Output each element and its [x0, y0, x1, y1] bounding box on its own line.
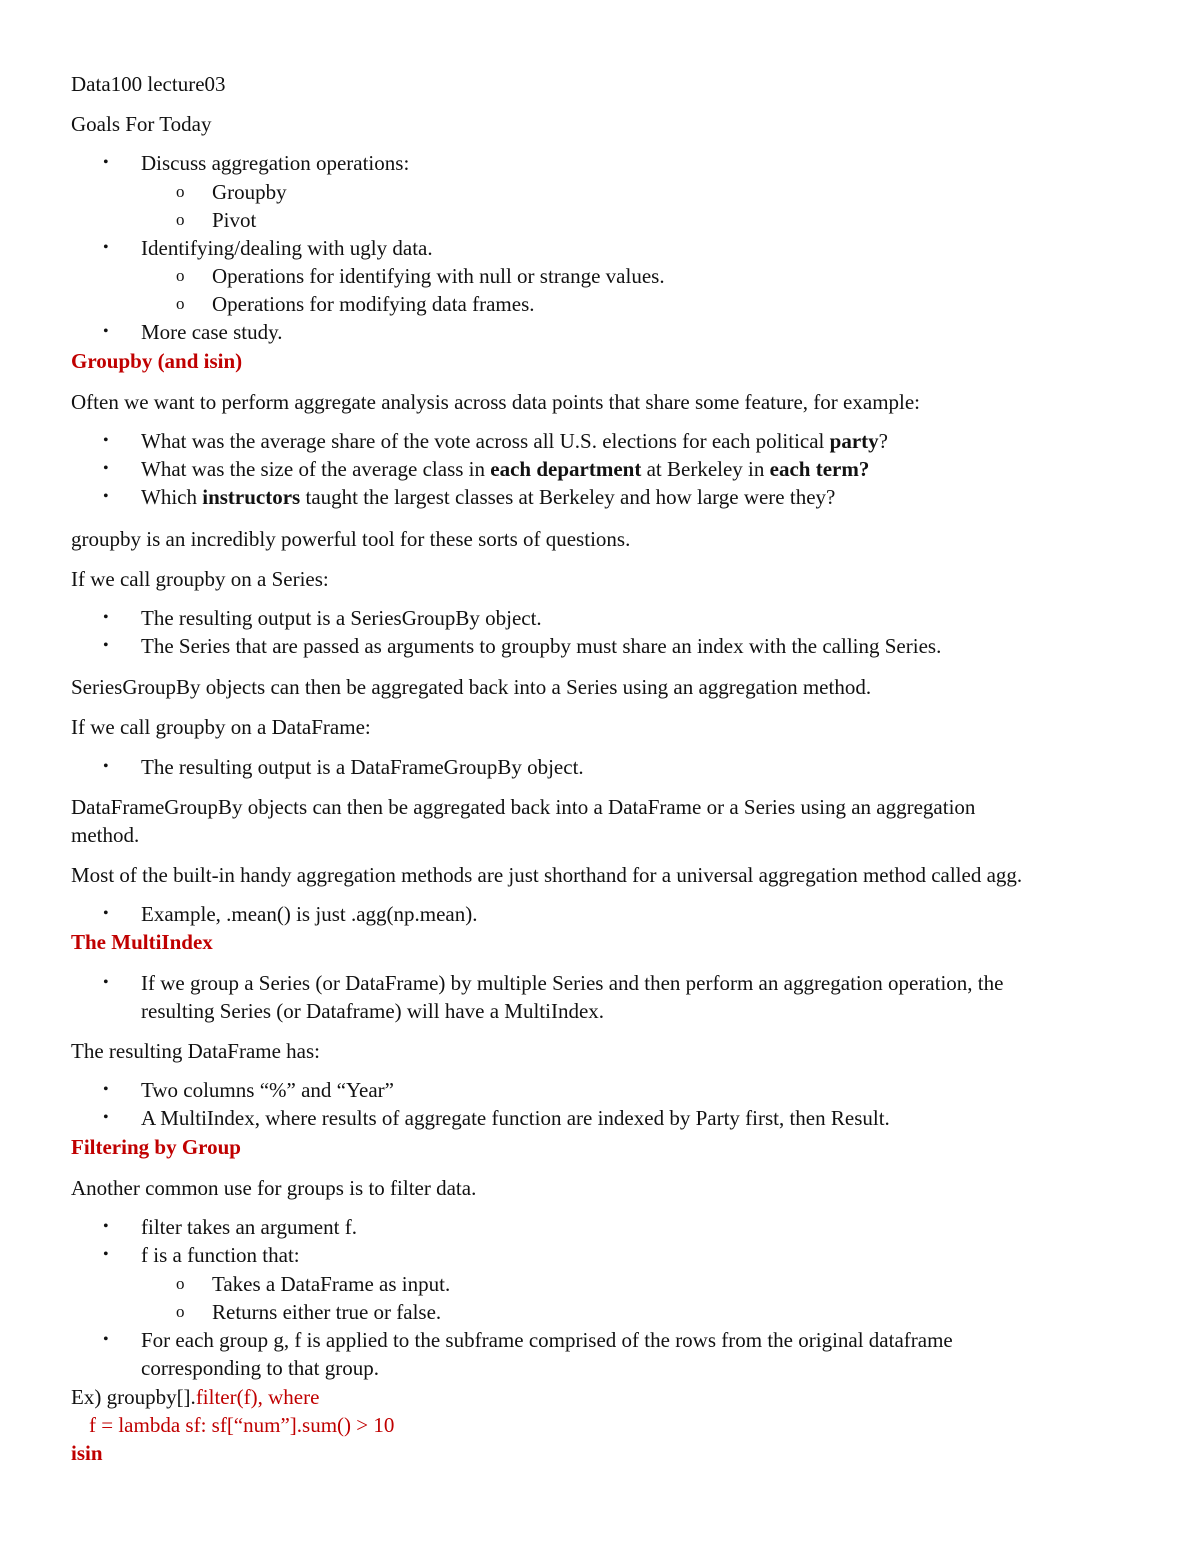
sub-bullet-icon: o — [176, 210, 185, 229]
emphasis-text: party — [829, 429, 879, 453]
section-heading-filtering: Filtering by Group — [71, 1135, 241, 1159]
list-item-continuation: corresponding to that group. — [141, 1356, 379, 1380]
bullet-icon: • — [103, 758, 109, 775]
bullet-icon: • — [103, 460, 109, 477]
goal-subitem: Pivot — [212, 208, 257, 232]
section-heading-multiindex: The MultiIndex — [71, 930, 213, 954]
section-heading-groupby: Groupby (and isin) — [71, 349, 243, 373]
paragraph: Another common use for groups is to filter data. — [71, 1176, 477, 1200]
list-item: For each group g, f is applied to the subframe comprised of the rows from the original dataframe — [141, 1328, 953, 1352]
question-text: taught the largest classes at Berkeley and how large were they? — [300, 485, 836, 509]
sub-bullet-icon: o — [176, 1274, 185, 1293]
bullet-icon: • — [103, 1081, 109, 1098]
question-text: at Berkeley in — [641, 457, 770, 481]
code-prefix: Ex) groupby[]. — [71, 1385, 196, 1409]
list-item: The resulting output is a DataFrameGroupBy object. — [141, 755, 584, 779]
question-item — [141, 429, 888, 453]
question-item — [141, 457, 869, 481]
sub-bullet-icon: o — [176, 266, 185, 285]
paragraph: If we call groupby on a Series: — [71, 567, 329, 591]
bullet-icon: • — [103, 905, 109, 922]
goal-subitem: Groupby — [212, 180, 287, 204]
question-text: ? — [878, 429, 888, 453]
goal-subitem: Operations for modifying data frames. — [212, 292, 535, 316]
code-example — [71, 1385, 319, 1409]
list-item: If we group a Series (or DataFrame) by multiple Series and then perform an aggregation operation, the — [141, 971, 1004, 995]
bullet-icon: • — [103, 432, 109, 449]
emphasis-text: instructors — [202, 485, 301, 509]
list-item: The Series that are passed as arguments to groupby must share an index with the calling Series. — [141, 634, 942, 658]
sub-bullet-icon: o — [176, 182, 185, 201]
bullet-icon: • — [103, 1246, 109, 1263]
bullet-icon: • — [103, 1331, 109, 1348]
goal-item: Discuss aggregation operations: — [141, 151, 410, 175]
list-item: Example, .mean() is just .agg(np.mean). — [141, 902, 478, 926]
list-item-continuation: resulting Series (or Dataframe) will have a MultiIndex. — [141, 999, 605, 1023]
bullet-icon: • — [103, 323, 109, 340]
list-item: The resulting output is a SeriesGroupBy object. — [141, 606, 542, 630]
question-text: Which — [141, 485, 203, 509]
paragraph: Often we want to perform aggregate analysis across data points that share some feature, for example: — [71, 390, 921, 414]
list-item: A MultiIndex, where results of aggregate function are indexed by Party first, then Result. — [141, 1106, 890, 1130]
list-item: filter takes an argument f. — [141, 1215, 357, 1239]
list-subitem: Returns either true or false. — [212, 1300, 442, 1324]
code-lambda: f = lambda sf: sf[“num”].sum() > 10 — [89, 1413, 395, 1437]
bullet-icon: • — [103, 1218, 109, 1235]
paragraph: DataFrameGroupBy objects can then be aggregated back into a DataFrame or a Series using an aggregation — [71, 795, 976, 819]
bullet-icon: • — [103, 239, 109, 256]
bullet-icon: • — [103, 609, 109, 626]
bullet-icon: • — [103, 974, 109, 991]
goal-item: Identifying/dealing with ugly data. — [141, 236, 433, 260]
bullet-icon: • — [103, 637, 109, 654]
code-text: filter(f), where — [195, 1385, 320, 1409]
document-title: Data100 lecture03 — [71, 72, 226, 96]
section-heading-isin: isin — [71, 1441, 103, 1465]
question-text: What was the size of the average class in — [141, 457, 491, 481]
paragraph: If we call groupby on a DataFrame: — [71, 715, 371, 739]
paragraph: Most of the built-in handy aggregation methods are just shorthand for a universal aggregation method called agg. — [71, 863, 1023, 887]
list-item: f is a function that: — [141, 1243, 300, 1267]
bullet-icon: • — [103, 1109, 109, 1126]
sub-bullet-icon: o — [176, 294, 185, 313]
list-subitem: Takes a DataFrame as input. — [212, 1272, 451, 1296]
emphasis-text: each term? — [769, 457, 870, 481]
goal-subitem: Operations for identifying with null or strange values. — [212, 264, 665, 288]
question-item — [141, 485, 835, 509]
emphasis-text: each department — [490, 457, 642, 481]
list-item: Two columns “%” and “Year” — [141, 1078, 394, 1102]
bullet-icon: • — [103, 154, 109, 171]
paragraph: method. — [71, 823, 140, 847]
goal-item: More case study. — [141, 320, 283, 344]
question-text: What was the average share of the vote across all U.S. elections for each political — [141, 429, 830, 453]
paragraph: groupby is an incredibly powerful tool for these sorts of questions. — [71, 527, 631, 551]
sub-bullet-icon: o — [176, 1302, 185, 1321]
goals-heading: Goals For Today — [71, 112, 212, 136]
paragraph: The resulting DataFrame has: — [71, 1039, 321, 1063]
paragraph: SeriesGroupBy objects can then be aggregated back into a Series using an aggregation method. — [71, 675, 872, 699]
bullet-icon: • — [103, 488, 109, 505]
